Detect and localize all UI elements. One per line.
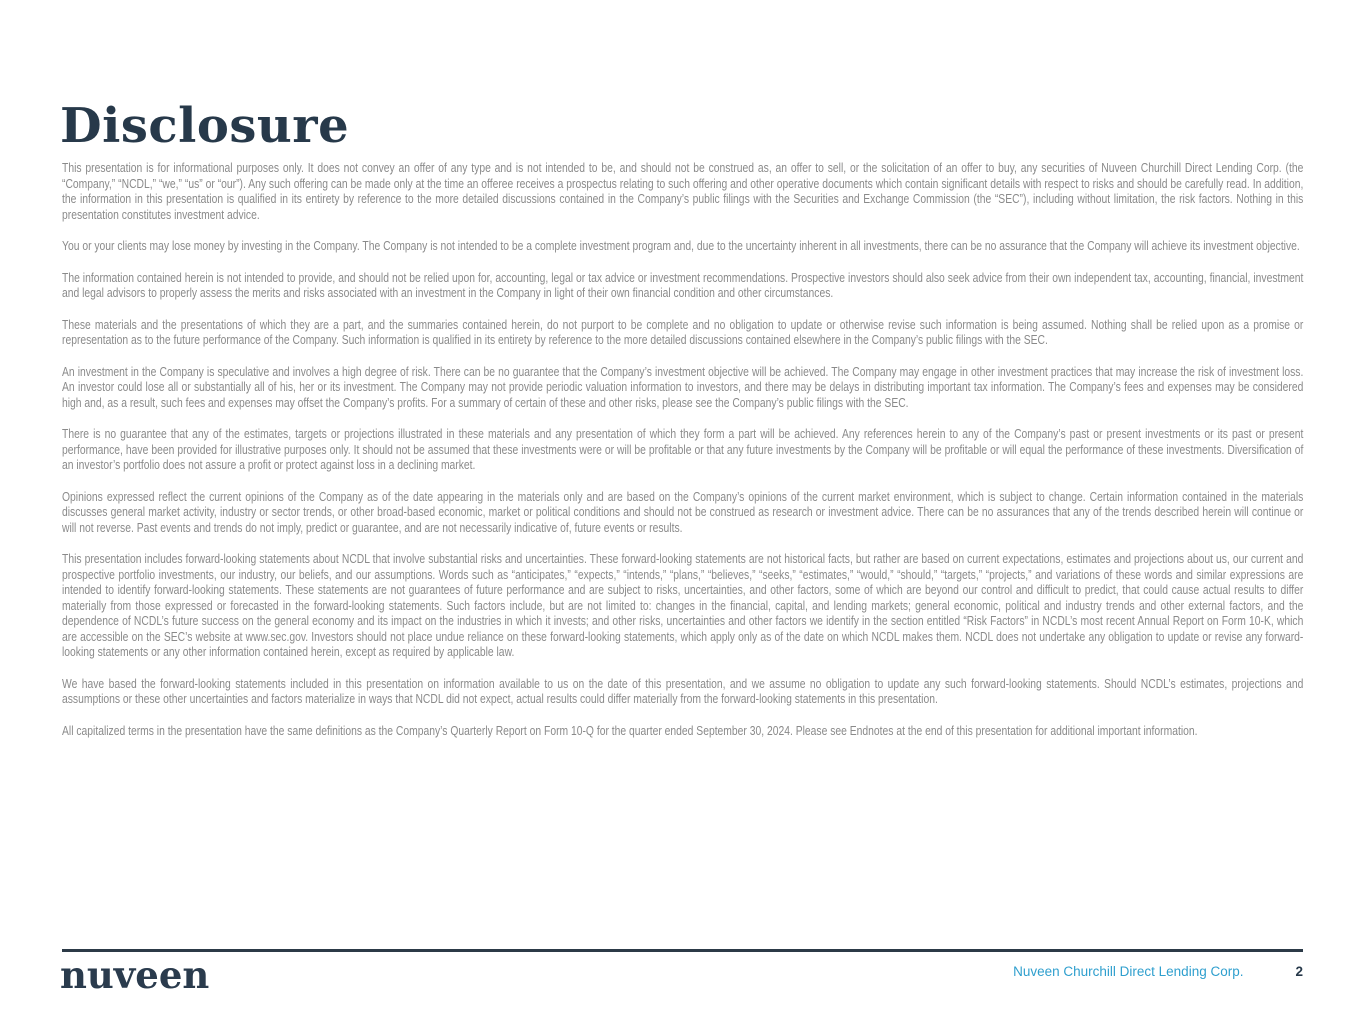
disclosure-paragraph: All capitalized terms in the presentation have the same definitions as the Company’s Quarterly Report on Form 10-Q for the quarter ended September 30, 2024. Please see Endnotes at the end of this presentation for additional important information. xyxy=(62,723,1198,738)
disclosure-paragraph: This presentation includes forward-looking statements about NCDL that involve substantial risks and uncertainties. These forward-looking statements are not historical facts, but rather are based on current expectations, estimates and projections about us, our current and prospective portfolio investments, our industry, our beliefs, and our assumptions. Words such as “anticipates,” “expects,” “intends,” “plans,” “believes,” “seeks,” “estimates,” “would,” “should,” “targets,” “projects,” and variations of these words and similar expressions are intended to identify forward-looking statements. These statements are not guarantees of future performance and are subject to risks, uncertainties, and other factors, some of which are beyond our control and difficult to predict, that could cause actual results to differ materially from those expressed or forecasted in the forward-looking statements. Such factors include, but are not limited to: changes in the financial, capital, and lending markets; general economic, political and industry trends and other external factors, and the dependence of NCDL’s future success on the general economy and its impact on the industries in which it invests; and other risks, uncertainties and other factors we identify in the section entitled “Risk Factors” in NCDL’s most recent Annual Report on Form 10-K, which are accessible on the SEC’s website at www.sec.gov. Investors should not place undue reliance on these forward-looking statements, which apply only as of the date on which NCDL makes them. NCDL does not undertake any obligation to update or revise any forward-looking statements or any other information contained herein, except as required by applicable law. xyxy=(62,552,1304,659)
nuveen-logo: nuveen xyxy=(60,953,210,997)
footer-right xyxy=(1013,964,1303,979)
disclosure-paragraph: You or your clients may lose money by investing in the Company. The Company is not intended to be a complete investment program and, due to the uncertainty inherent in all investments, there can be no assurance that the Company will achieve its investment objective. xyxy=(62,239,1300,253)
disclosure-paragraph: We have based the forward-looking statements included in this presentation on information available to us on the date of this presentation, and we assume no obligation to update any such forward-looking statements. Should NCDL’s estimates, projections and assumptions or these other uncertainties and factors materialize in ways that NCDL did not expect, actual results could differ materially from the forward-looking statements in this presentation. xyxy=(62,676,1304,706)
page-title: Disclosure xyxy=(60,98,350,155)
footer-divider xyxy=(62,949,1303,952)
disclosure-paragraph: These materials and the presentations of which they are a part, and the summaries contained herein, do not purport to be complete and no obligation to update or otherwise revise such information is being assumed. Nothing shall be relied upon as a promise or representation as to the future performance of the Company. Such information is qualified in its entirety by reference to the more detailed discussions contained elsewhere in the Company’s public filings with the SEC. xyxy=(62,317,1304,347)
disclosure-paragraph: Opinions expressed reflect the current opinions of the Company as of the date appearing in the materials only and are based on the Company’s opinions of the current market environment, which is subject to change. Certain information contained in the materials discusses general market activity, industry or sector trends, or other broad-based economic, market or political conditions and should not be construed as research or investment advice. There can be no assurances that any of the trends described herein will continue or will not reverse. Past events and trends do not imply, predict or guarantee, and are not necessarily indicative of, future events or results. xyxy=(62,489,1304,535)
disclosure-paragraph: An investment in the Company is speculative and involves a high degree of risk. There can be no guarantee that the Company’s investment objective will be achieved. The Company may engage in other investment practices that may increase the risk of investment loss. An investor could lose all or substantially all of his, her or its investment. The Company may not provide periodic valuation information to investors, and there may be delays in distributing important tax information. The Company’s fees and expenses may be considered high and, as a result, such fees and expenses may offset the Company’s profits. For a summary of certain of these and other risks, please see the Company’s public filings with the SEC. xyxy=(62,364,1304,410)
disclosure-paragraph: The information contained herein is not intended to provide, and should not be relied upon for, accounting, legal or tax advice or investment recommendations. Prospective investors should also seek advice from their own independent tax, accounting, financial, investment and legal advisors to properly assess the merits and risks associated with an investment in the Company in light of their own financial condition and other circumstances. xyxy=(62,270,1304,300)
disclosure-body xyxy=(62,161,1303,755)
footer-company-name: Nuveen Churchill Direct Lending Corp. xyxy=(1013,964,1244,979)
disclosure-paragraph: There is no guarantee that any of the estimates, targets or projections illustrated in these materials and any presentation of which they form a part will be achieved. Any references herein to any of the Company’s past or present investments or its past or present performance, have been provided for illustrative purposes only. It should not be assumed that these investments were or will be profitable or that any future investments by the Company will be profitable or will equal the performance of these investments. Diversification of an investor’s portfolio does not assure a profit or protect against loss in a declining market. xyxy=(62,427,1304,472)
disclosure-paragraph: This presentation is for informational purposes only. It does not convey an offer of any type and is not intended to be, and should not be construed as, an offer to sell, or the solicitation of an offer to buy, any securities of Nuveen Churchill Direct Lending Corp. (the “Company,” “NCDL,” “we,” “us” or “our”). Any such offering can be made only at the time an offeree receives a prospectus relating to such offering and other operative documents which contain significant details with respect to risks and should be carefully read. In addition, the information in this presentation is qualified in its entirety by reference to the more detailed discussions contained in the Company’s public filings with the Securities and Exchange Commission (the “SEC”), including without limitation, the risk factors. Nothing in this presentation constitutes investment advice. xyxy=(62,161,1304,222)
page-number: 2 xyxy=(1295,964,1303,979)
